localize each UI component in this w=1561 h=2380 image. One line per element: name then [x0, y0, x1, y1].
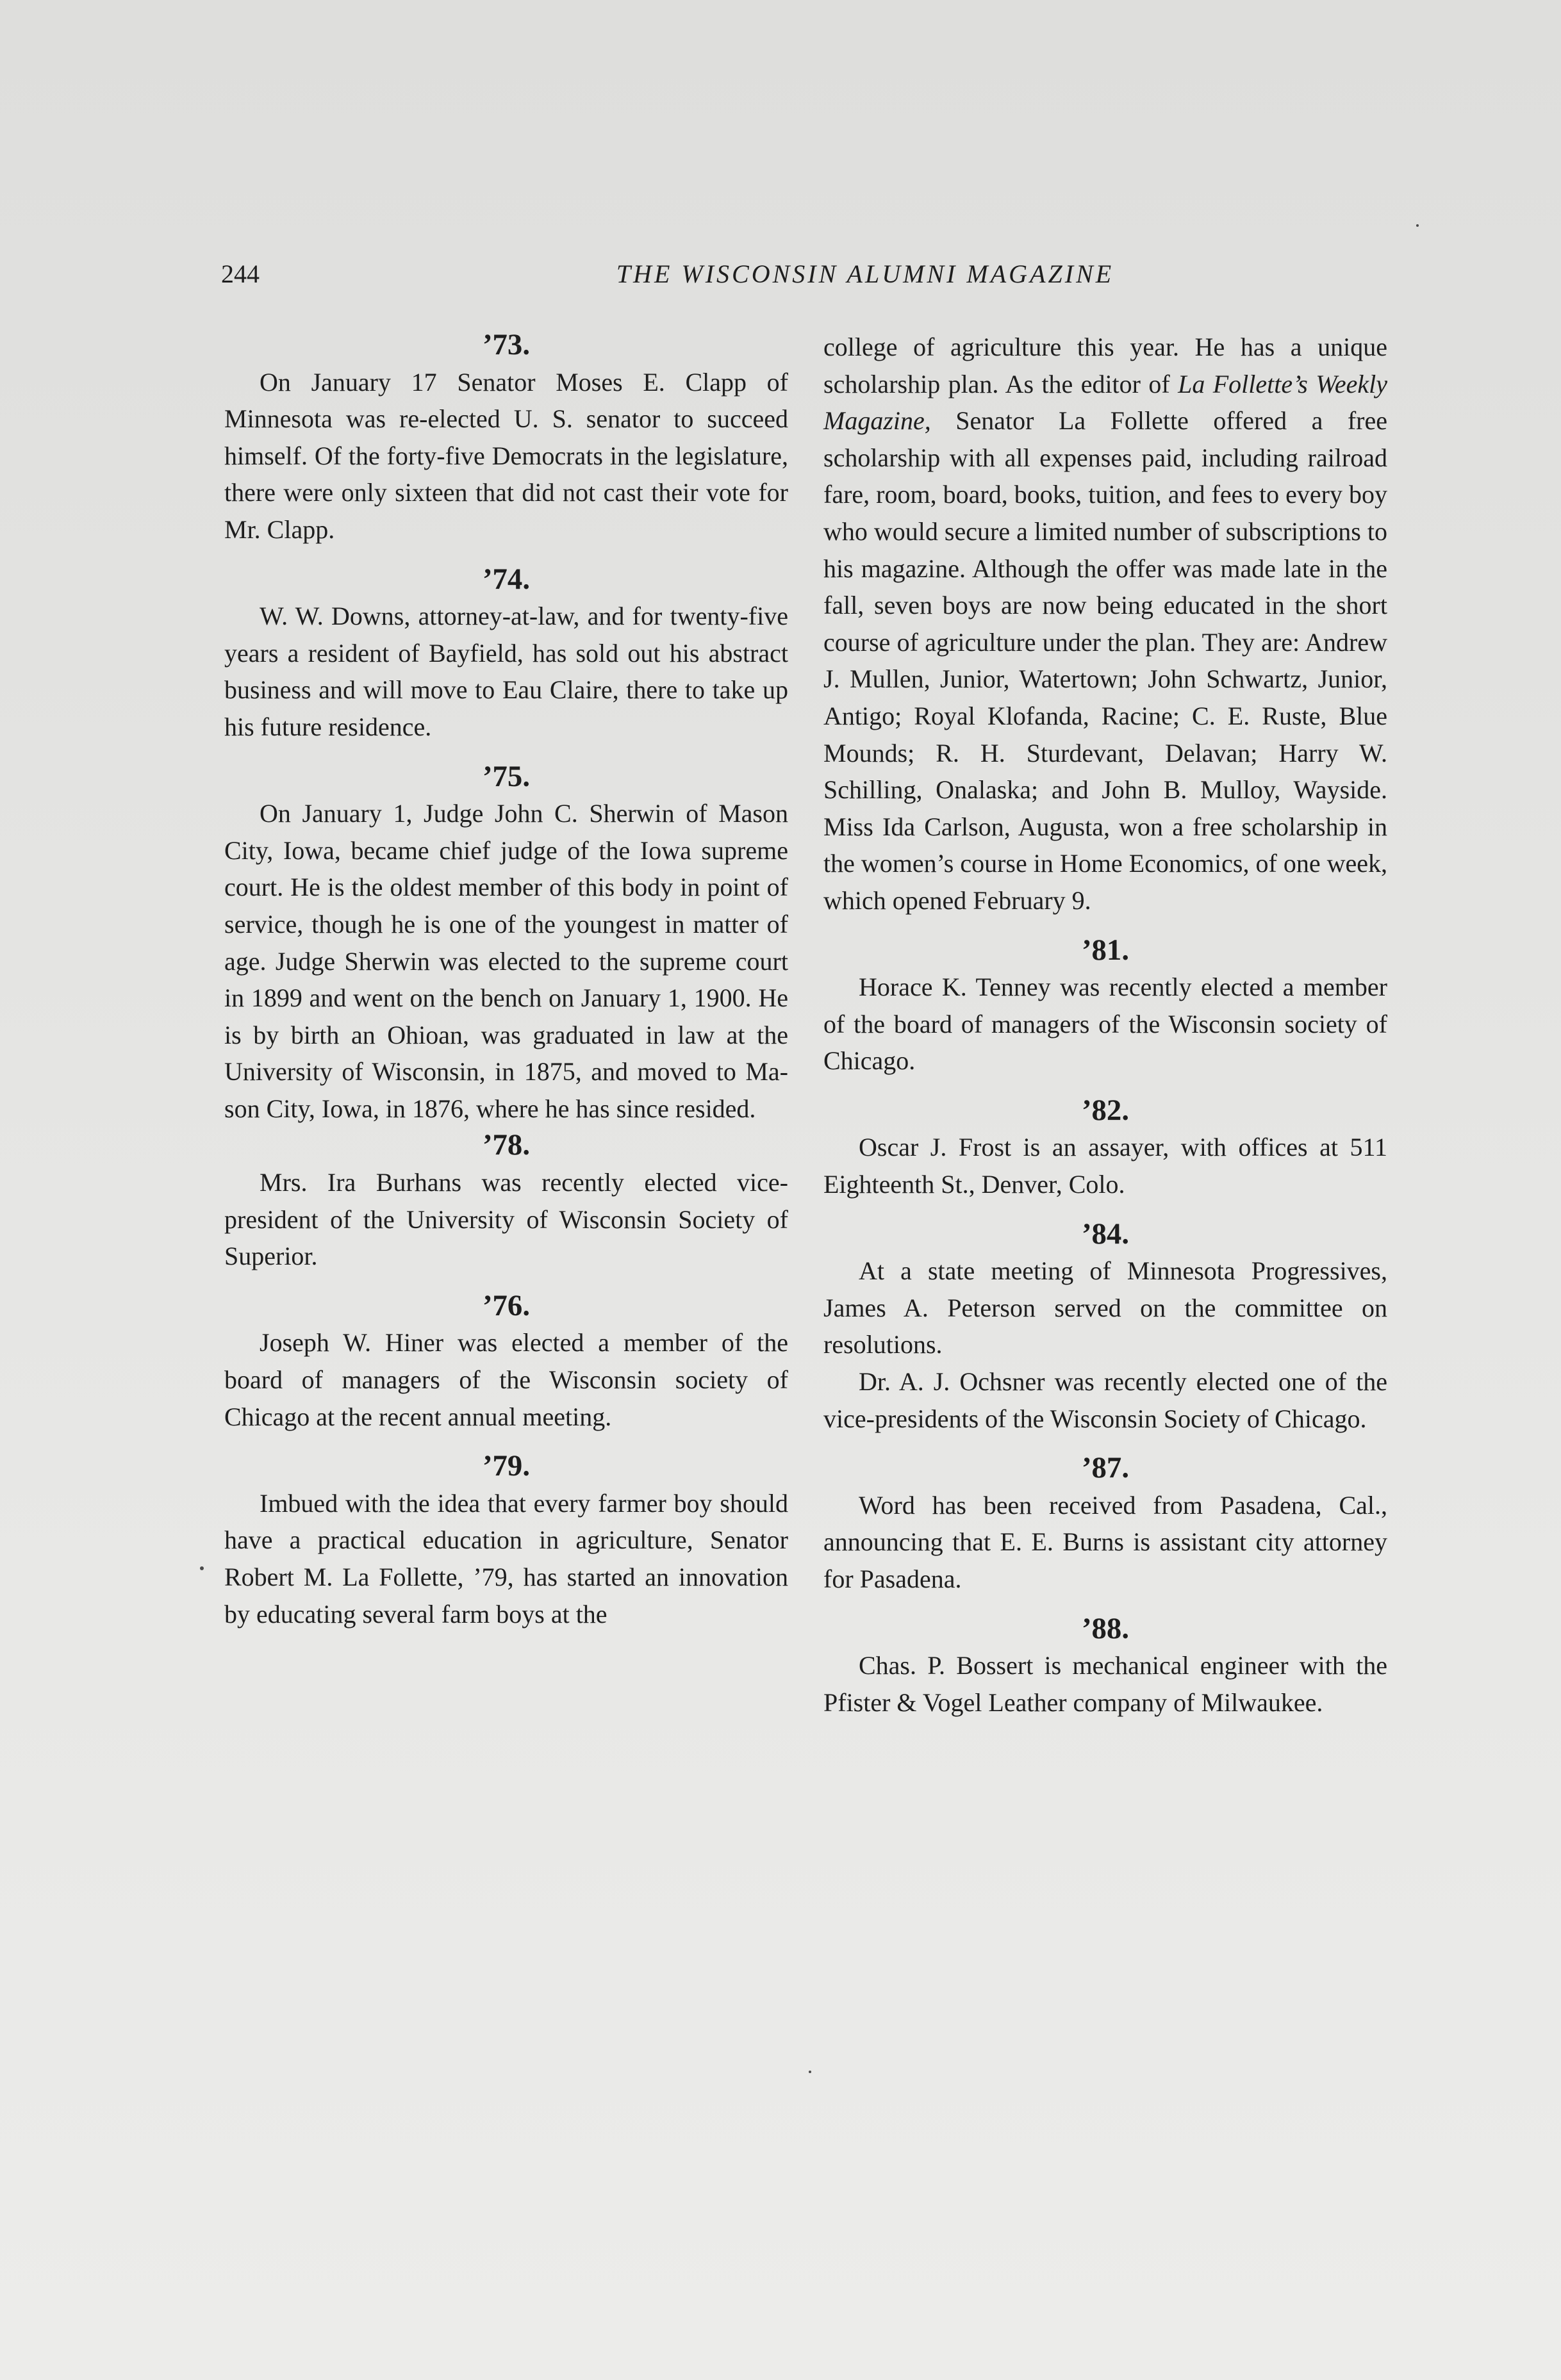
- class-year-heading: ’88.: [1081, 1611, 1130, 1645]
- continuation-text-after: Senator La Follette offered a free scholarship with all expenses paid, including railroad fare, room, board, books, tuition, and fees to every boy who would secure a limited number of subscriptions to his magazine. Although the offer was made late in the fall, seven boys are now being educated in the short course of agriculture under the plan. They are: Andrew J. Mullen, Junior, Watertown; John Schwartz, Junior, Antigo; Royal Klofanda, Racine; C. E. Ruste, Blue Mounds; R. H. Sturdevant, Delavan; Harry W. Schilling, Onalaska; and John B. Mulloy, Wayside. Miss Ida Carlson, Augusta, won a free scholarship in the women’s course in Home Economics, of one week, which opened February 9.: [823, 406, 1387, 915]
- class-year-heading: ’75.: [482, 759, 531, 793]
- magazine-title: THE WISCONSIN ALUMNI MAGAZINE: [616, 259, 1114, 288]
- class-year-heading: ’87.: [1081, 1451, 1130, 1485]
- class-note: Imbued with the idea that every farmer boy should have a practical education in agriculture, Senator Robert M. La Follette, ’79, has started an innovation by educating several farm boys at the: [224, 1488, 788, 1629]
- class-note: At a state meeting of Minnesota Progressives, James A. Peterson served on the committee on resolutions.: [823, 1256, 1387, 1359]
- class-note: Mrs. Ira Burhans was recently elected vice-president of the University of Wisconsin Society of Superior.: [224, 1168, 788, 1271]
- continuation-text-before: college of agriculture this year. He has a unique scholarship plan. As the editor of: [823, 332, 1387, 398]
- class-note: Oscar J. Frost is an assayer, with offices at 511 Eighteenth St., Denver, Colo.: [823, 1133, 1387, 1199]
- class-year-heading: ’81.: [1081, 933, 1130, 967]
- running-head: [221, 255, 1394, 293]
- class-note: Joseph W. Hiner was elected a member of the board of managers of the Wisconsin society of Chicago at the recent annual meeting.: [224, 1328, 788, 1431]
- print-speck: [809, 2071, 811, 2073]
- class-year-heading: ’73.: [482, 328, 531, 361]
- print-speck: [200, 1566, 204, 1570]
- class-note: On January 17 Senator Moses E. Clapp of Minnesota was re-elected U. S. senator to succeed himself. Of the forty-five Democrats in the legislature, there were only sixteen that did not cast their vote for Mr. Clapp.: [224, 367, 788, 544]
- left-column: [224, 327, 788, 1632]
- class-year-heading: ’74.: [482, 562, 531, 596]
- class-year-heading: ’76.: [482, 1288, 531, 1322]
- class-year-heading: ’82.: [1081, 1093, 1130, 1127]
- right-column: [823, 329, 1387, 1721]
- class-note: Chas. P. Bossert is mechanical engineer with the Pfister & Vogel Leather company of Milwaukee.: [823, 1651, 1387, 1717]
- class-year-heading: ’79.: [482, 1449, 531, 1483]
- class-note: Horace K. Tenney was recently elected a member of the board of managers of the Wisconsin society of Chicago.: [823, 973, 1387, 1076]
- print-speck: [1416, 224, 1419, 227]
- continued-class-note: [823, 329, 1387, 919]
- class-note: Dr. A. J. Ochsner was recently elected one of the vice-presidents of the Wisconsin Society of Chicago.: [823, 1367, 1387, 1433]
- class-note: On January 1, Judge John C. Sherwin of Mason City, Iowa, became chief judge of the Iowa supreme court. He is the oldest member of this body in point of service, though he is one of the youngest in matter of age. Judge Sherwin was elected to the supreme court in 1899 and went on the bench on January 1, 1900. He is by birth an Ohioan, was graduated in law at the University of Wisconsin, in 1875, and moved to Mason City, Iowa, in 1876, where he has since resided.: [224, 799, 788, 1123]
- magazine-name: La Follette’s Weekly Magazine,: [823, 369, 1387, 436]
- class-year-heading: ’78.: [482, 1128, 531, 1162]
- class-year-heading: ’84.: [1081, 1217, 1130, 1251]
- page-number: 244: [221, 259, 260, 288]
- class-note: W. W. Downs, attorney-at-law, and for twenty-five years a resident of Bayfield, has sold out his abstract business and will move to Eau Claire, there to take up his future residence.: [224, 602, 788, 741]
- class-note: Word has been received from Pasadena, Cal., announcing that E. E. Burns is assistant city attorney for Pasadena.: [823, 1490, 1387, 1593]
